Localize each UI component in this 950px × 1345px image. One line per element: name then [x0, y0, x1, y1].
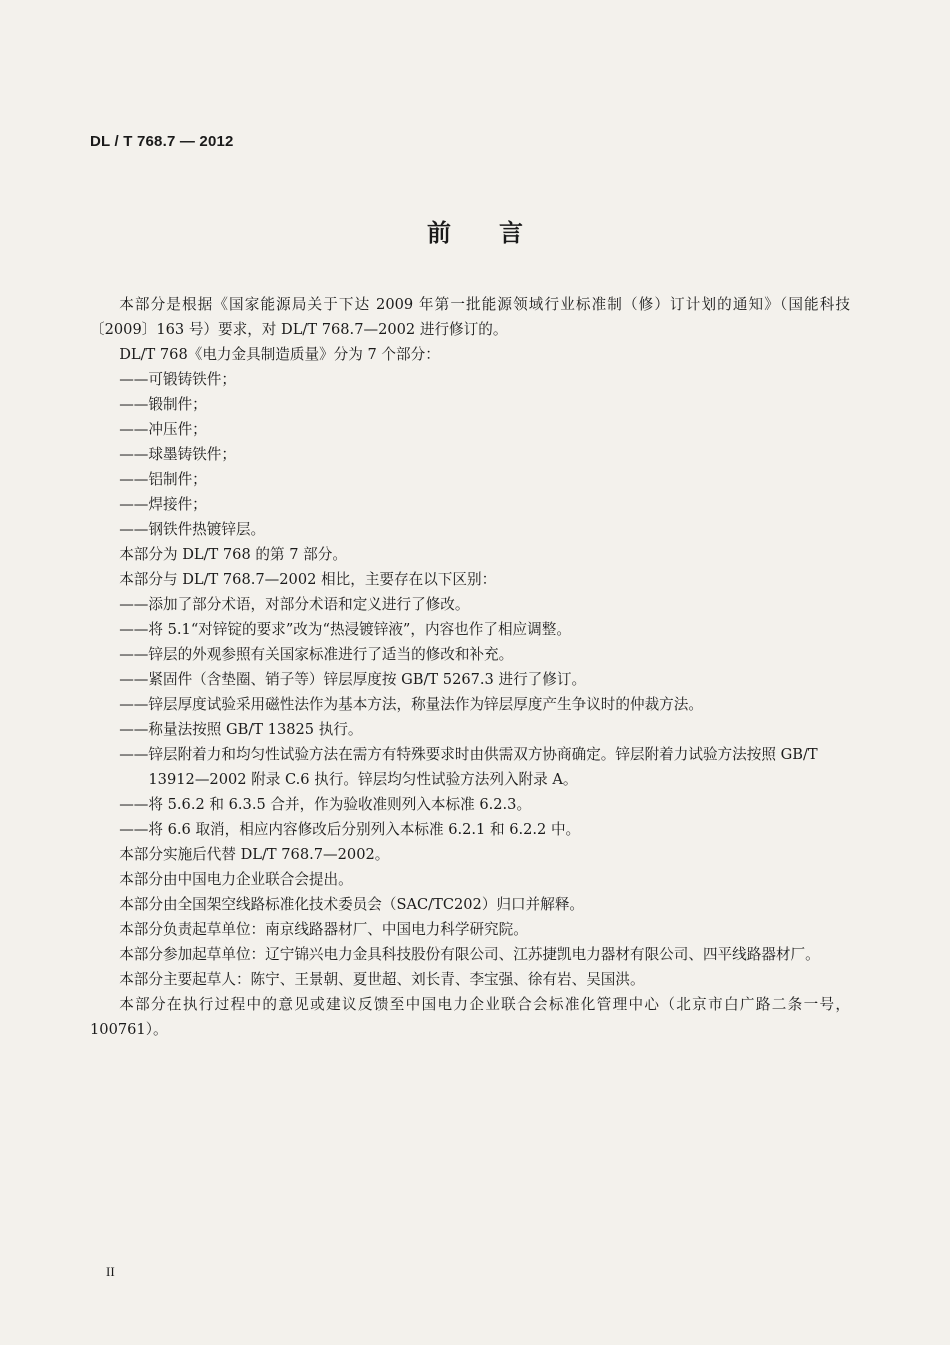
list-item: ——可锻铸铁件； — [119, 371, 236, 388]
list-item: ——将 5.6.2 和 6.3.5 合并，作为验收准则列入本标准 6.2.3。 — [119, 796, 532, 813]
list-item: ——冲压件； — [119, 421, 207, 438]
body-paragraph: 本部分由全国架空线路标准化技术委员会（SAC/TC202）归口并解释。 — [119, 896, 585, 913]
list-item: ——锌层的外观参照有关国家标准进行了适当的修改和补充。 — [119, 646, 514, 663]
body-paragraph: DL/T 768《电力金具制造质量》分为 7 个部分： — [119, 346, 440, 363]
body-paragraph: 本部分是根据《国家能源局关于下达 2009 年第一批能源领域行业标准制（修）订计划的通知》（国能科技〔2009〕163 号）要求，对 DL/T 768.7—2002 进行修订的。 — [90, 296, 850, 338]
list-item: ——添加了部分术语，对部分术语和定义进行了修改。 — [119, 596, 470, 613]
list-item: ——钢铁件热镀锌层。 — [119, 521, 266, 538]
body-paragraph: 本部分实施后代替 DL/T 768.7—2002。 — [119, 846, 390, 863]
body-paragraph: 本部分参加起草单位：辽宁锦兴电力金具科技股份有限公司、江苏捷凯电力器材有限公司、四平线路器材厂。 — [119, 946, 820, 963]
list-item: ——球墨铸铁件； — [119, 446, 236, 463]
standard-code: DL / T 768.7 — 2012 — [90, 133, 234, 150]
body-paragraph: 本部分在执行过程中的意见或建议反馈至中国电力企业联合会标准化管理中心（北京市白广路二条一号，100761）。 — [90, 996, 850, 1038]
list-item: ——将 5.1“对锌锭的要求”改为“热浸镀锌液”，内容也作了相应调整。 — [119, 621, 571, 638]
body-paragraph: 本部分与 DL/T 768.7—2002 相比，主要存在以下区别： — [119, 571, 497, 588]
list-item: ——称量法按照 GB/T 13825 执行。 — [119, 721, 363, 738]
list-item: ——锌层附着力和均匀性试验方法在需方有特殊要求时由供需双方协商确定。锌层附着力试验方法按照 GB/T 13912—2002 附录 C.6 执行。锌层均匀性试验方法列入附录 A。 — [119, 746, 818, 788]
body-paragraph: 本部分由中国电力企业联合会提出。 — [119, 871, 353, 888]
body-paragraph: 本部分为 DL/T 768 的第 7 部分。 — [119, 546, 347, 563]
list-item: ——锌层厚度试验采用磁性法作为基本方法，称量法作为锌层厚度产生争议时的仲裁方法。 — [119, 696, 703, 713]
list-item: ——焊接件； — [119, 496, 207, 513]
body-paragraph: 本部分负责起草单位：南京线路器材厂、中国电力科学研究院。 — [119, 921, 528, 938]
body-paragraph: 本部分主要起草人：陈宁、王景朝、夏世超、刘长青、李宝强、徐有岩、吴国洪。 — [119, 971, 645, 988]
page-number: II — [106, 1264, 115, 1279]
list-item: ——紧固件（含垫圈、销子等）锌层厚度按 GB/T 5267.3 进行了修订。 — [119, 671, 587, 688]
list-item: ——锻制件； — [119, 396, 207, 413]
foreword-body — [90, 292, 850, 1042]
page-title: 前言 — [427, 219, 571, 247]
list-item: ——将 6.6 取消，相应内容修改后分别列入本标准 6.2.1 和 6.2.2 中。 — [119, 821, 581, 838]
list-item: ——铝制件； — [119, 471, 207, 488]
